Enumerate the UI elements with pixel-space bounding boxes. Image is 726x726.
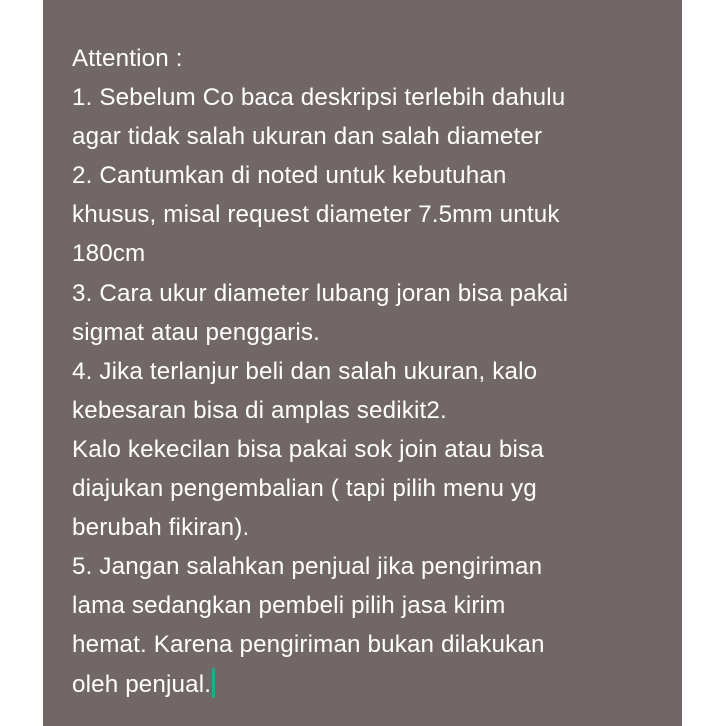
note-line: agar tidak salah ukuran dan salah diameter bbox=[72, 123, 543, 151]
note-line: 5. Jangan salahkan penjual jika pengiriman bbox=[72, 553, 543, 581]
note-line: 4. Jika terlanjur beli dan salah ukuran, kalo bbox=[72, 357, 538, 385]
note-last-line bbox=[72, 665, 677, 704]
note-line: 3. Cara ukur diameter lubang joran bisa pakai bbox=[72, 279, 569, 307]
note-line: khusus, misal request diameter 7.5mm untuk bbox=[72, 201, 560, 229]
note-line: 2. Cantumkan di noted untuk kebutuhan bbox=[72, 162, 507, 190]
note-text-area[interactable] bbox=[72, 39, 677, 704]
note-panel bbox=[43, 0, 682, 726]
note-line: Kalo kekecilan bisa pakai sok join atau bisa bbox=[72, 435, 544, 463]
note-line: diajukan pengembalian ( tapi pilih menu yg bbox=[72, 475, 537, 503]
text-cursor bbox=[212, 668, 215, 698]
note-line: lama sedangkan pembeli pilih jasa kirim bbox=[72, 592, 506, 620]
note-line: 180cm bbox=[72, 240, 146, 268]
note-line: hemat. Karena pengiriman bukan dilakukan bbox=[72, 631, 545, 659]
note-line: 1. Sebelum Co baca deskripsi terlebih dahulu bbox=[72, 84, 566, 112]
note-line: berubah fikiran). bbox=[72, 514, 250, 542]
note-heading: Attention : bbox=[72, 45, 183, 72]
note-line: kebesaran bisa di amplas sedikit2. bbox=[72, 396, 447, 424]
note-last-line-text: oleh penjual. bbox=[72, 670, 212, 698]
note-line: sigmat atau penggaris. bbox=[72, 318, 321, 346]
